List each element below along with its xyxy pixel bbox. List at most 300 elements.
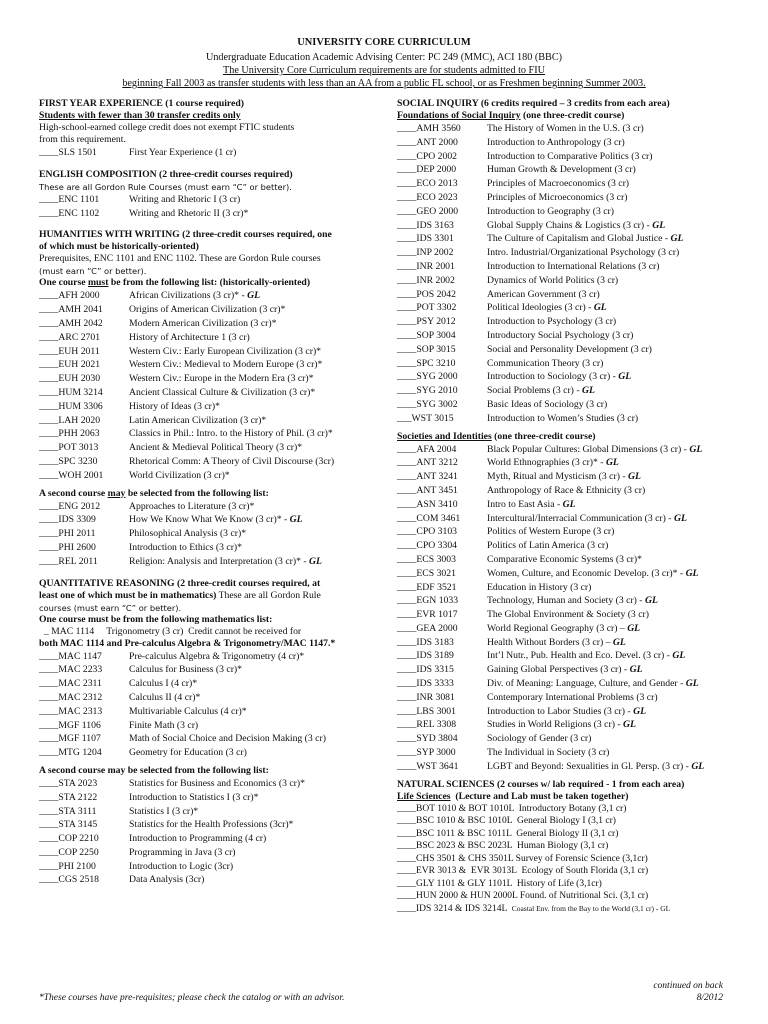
course-row bbox=[397, 177, 742, 191]
course-title: Introduction to Geography (3 cr) bbox=[487, 205, 614, 217]
course-title: Introduction to Labor Studies (3 cr) - GL bbox=[487, 705, 647, 717]
course-title: Anthropology of Race & Ethnicity (3 cr) bbox=[487, 484, 646, 496]
course-title: Introductory Social Psychology (3 cr) bbox=[487, 329, 634, 341]
course-title: Social Problems (3 cr) - GL bbox=[487, 385, 595, 397]
course-title: Religion: Analysis and Interpretation (3 cr)* - GL bbox=[129, 555, 322, 567]
foundations-course-list bbox=[397, 122, 742, 426]
course-row bbox=[397, 484, 742, 498]
first-year-note-2: from this requirement. bbox=[39, 134, 126, 145]
ids3214-title: Coastal Env. from the Bay to the World (3,1 cr) - GL bbox=[511, 903, 671, 913]
course-code: ____LBS 3001 bbox=[397, 705, 456, 717]
lab-course-item: ____BSC 1010 & BSC 1010L General Biology I (3,1 cr) bbox=[397, 816, 616, 827]
course-code: ____MAC 2311 bbox=[39, 678, 102, 690]
english-heading: ENGLISH COMPOSITION (2 three-credit courses required) bbox=[39, 168, 293, 180]
course-row bbox=[397, 122, 742, 136]
course-row bbox=[397, 329, 742, 343]
course-row bbox=[397, 608, 742, 622]
course-code: ____ENG 2012 bbox=[39, 500, 101, 512]
course-title: Principles of Microeconomics (3 cr) bbox=[487, 191, 628, 203]
course-row bbox=[39, 358, 384, 372]
course-code: ____INP 2002 bbox=[397, 247, 454, 259]
course-code: ____STA 3145 bbox=[39, 819, 98, 831]
course-row bbox=[39, 146, 384, 160]
course-row bbox=[397, 232, 742, 246]
humanities-course-list bbox=[39, 289, 384, 482]
course-title: Modern American Civilization (3 cr)* bbox=[129, 317, 277, 329]
course-title: Women, Culture, and Economic Develop. (3 cr)* - GL bbox=[487, 567, 699, 579]
course-row bbox=[39, 691, 384, 705]
course-title: Black Popular Cultures: Global Dimensions (3 cr) - GL bbox=[487, 443, 703, 455]
course-code: ____AFA 2004 bbox=[397, 443, 457, 455]
course-title: Social and Personality Development (3 cr) bbox=[487, 343, 652, 355]
course-title: Introduction to Ethics (3 cr)* bbox=[129, 541, 242, 553]
course-title: Programming in Java (3 cr) bbox=[129, 846, 236, 858]
course-title: Pre-calculus Algebra & Trigonometry (4 cr)* bbox=[129, 650, 305, 662]
course-row bbox=[397, 260, 742, 274]
humanities-prereq: Prerequisites, ENC 1101 and ENC 1102. These are Gordon Rule courses bbox=[39, 253, 321, 265]
course-row bbox=[397, 150, 742, 164]
page-title: UNIVERSITY CORE CURRICULUM bbox=[297, 37, 471, 48]
course-title: Ancient & Medieval Political Theory (3 cr)* bbox=[129, 442, 303, 454]
course-title: Global Supply Chains & Logistics (3 cr) - GL bbox=[487, 219, 666, 231]
hum-second-pre: A second course bbox=[39, 487, 108, 499]
lab-course-item: ____EVR 3013 & EVR 3013L Ecology of South Florida (3,1 cr) bbox=[397, 866, 649, 877]
course-title: Introduction to Anthropology (3 cr) bbox=[487, 136, 625, 148]
continued-on-back: continued on back bbox=[653, 981, 723, 991]
course-row bbox=[39, 677, 384, 691]
course-title: How We Know What We Know (3 cr)* - GL bbox=[129, 514, 303, 526]
course-row bbox=[397, 691, 742, 705]
foundations-heading: Foundations of Social Inquiry bbox=[397, 110, 521, 121]
course-title: Principles of Macroeconomics (3 cr) bbox=[487, 178, 630, 190]
course-row bbox=[39, 873, 384, 887]
course-row bbox=[39, 441, 384, 455]
ids3214-code: ____IDS 3214 & IDS 3214L bbox=[397, 903, 512, 914]
course-code: ____POS 2042 bbox=[397, 288, 456, 300]
lab-course-item bbox=[397, 903, 742, 916]
quant-second-course-list bbox=[39, 777, 384, 887]
course-row bbox=[397, 384, 742, 398]
course-code: ____STA 2122 bbox=[39, 791, 98, 803]
natural-sciences-section bbox=[397, 779, 742, 916]
advising-center-line: Undergraduate Education Academic Advising Center: PC 249 (MMC), ACI 180 (BBC) bbox=[205, 52, 563, 63]
course-code: ____SYG 2010 bbox=[397, 385, 458, 397]
continued-note bbox=[653, 980, 723, 1004]
course-title: Dynamics of World Politics (3 cr) bbox=[487, 274, 619, 286]
course-title: Sociology of Gender (3 cr) bbox=[487, 733, 592, 745]
course-title: Intercultural/Interracial Communication (3 cr) - GL bbox=[487, 512, 687, 524]
course-title: Introduction to Women’s Studies (3 cr) bbox=[487, 412, 639, 424]
course-code: ____IDS 3301 bbox=[397, 233, 454, 245]
course-row bbox=[39, 372, 384, 386]
course-code: ____ANT 3212 bbox=[397, 457, 458, 469]
course-row bbox=[39, 331, 384, 345]
course-code: ____DEP 2000 bbox=[397, 164, 457, 176]
first-year-heading: FIRST YEAR EXPERIENCE (1 course required) bbox=[39, 98, 244, 109]
course-title: Statistics for the Health Professions (3cr)* bbox=[129, 819, 294, 831]
course-row bbox=[397, 512, 742, 526]
english-section bbox=[39, 169, 384, 221]
course-title: Intro. Industrial/Organizational Psychology (3 cr) bbox=[487, 247, 680, 259]
course-title: History of Architecture 1 (3 cr) bbox=[129, 331, 250, 343]
course-code: ____MGF 1107 bbox=[39, 733, 101, 745]
course-code: ____POT 3302 bbox=[397, 302, 457, 314]
course-title: Ancient Classical Culture & Civilization (3 cr)* bbox=[129, 386, 316, 398]
course-code: ____IDS 3309 bbox=[39, 514, 96, 526]
course-code: ____COP 2250 bbox=[39, 846, 99, 858]
natural-heading: NATURAL SCIENCES (2 courses w/ lab required - 1 from each area) bbox=[397, 778, 685, 790]
course-row bbox=[39, 289, 384, 303]
course-row bbox=[397, 205, 742, 219]
social-inquiry-section bbox=[397, 98, 742, 774]
course-code: ____MTG 1204 bbox=[39, 747, 102, 759]
course-code: ____SYG 3002 bbox=[397, 398, 458, 410]
course-code: ____INR 2001 bbox=[397, 260, 455, 272]
course-title: Math of Social Choice and Decision Making (3 cr) bbox=[129, 733, 326, 745]
course-row bbox=[397, 760, 742, 774]
course-title: Introduction to Programming (4 cr) bbox=[129, 833, 267, 845]
course-title: Comparative Economic Systems (3 cr)* bbox=[487, 553, 642, 565]
course-code: ____WST 3641 bbox=[397, 760, 459, 772]
course-row bbox=[39, 860, 384, 874]
course-title: First Year Experience (1 cr) bbox=[129, 147, 237, 158]
course-row bbox=[39, 805, 384, 819]
course-title: Introduction to Psychology (3 cr) bbox=[487, 316, 617, 328]
course-title: Education in History (3 cr) bbox=[487, 581, 592, 593]
course-title: Calculus for Business (3 cr)* bbox=[129, 664, 243, 676]
course-code: ____ECS 3003 bbox=[397, 553, 456, 565]
course-code: ____STA 2023 bbox=[39, 777, 98, 789]
course-row bbox=[39, 513, 384, 527]
course-code: ____MAC 1147 bbox=[39, 650, 102, 662]
course-row bbox=[397, 732, 742, 746]
course-row bbox=[397, 594, 742, 608]
course-title: Human Growth & Development (3 cr) bbox=[487, 164, 636, 176]
course-code: ____SOP 3004 bbox=[397, 329, 456, 341]
course-title: Introduction to Comparative Politics (3 cr) bbox=[487, 150, 653, 162]
course-row bbox=[39, 777, 384, 791]
course-title: Statistics I (3 cr)* bbox=[129, 805, 199, 817]
course-title: Introduction to Logic (3cr) bbox=[129, 860, 234, 872]
quant-list-heading: One course must be from the following mathematics list: bbox=[39, 613, 273, 625]
course-code: ____CPO 2002 bbox=[397, 150, 458, 162]
course-row bbox=[397, 315, 742, 329]
course-row bbox=[397, 525, 742, 539]
course-code: ____CPO 3103 bbox=[397, 526, 458, 538]
revision-date: 8/2012 bbox=[696, 993, 723, 1003]
course-code: ____REL 2011 bbox=[39, 555, 98, 567]
hum-list-heading-post: be from the following list: (historically-oriented) bbox=[108, 277, 311, 289]
course-title: Multivariable Calculus (4 cr)* bbox=[129, 705, 247, 717]
course-row bbox=[397, 301, 742, 315]
quant-heading-2: least one of which must be in mathematics) bbox=[39, 589, 217, 601]
course-row bbox=[397, 663, 742, 677]
humanities-gordon-rule: (must earn “C” or better). bbox=[39, 266, 147, 277]
course-row bbox=[397, 567, 742, 581]
course-row bbox=[397, 539, 742, 553]
course-title: Philosophical Analysis (3 cr)* bbox=[129, 528, 247, 540]
course-code: ____EVR 1017 bbox=[397, 609, 458, 621]
course-row bbox=[39, 317, 384, 331]
course-code: ____MAC 2233 bbox=[39, 664, 103, 676]
course-title: Finite Math (3 cr) bbox=[129, 719, 199, 731]
course-row bbox=[39, 500, 384, 514]
course-title: Politics of Latin America (3 cr) bbox=[487, 540, 609, 552]
course-row bbox=[39, 193, 384, 207]
course-row bbox=[39, 386, 384, 400]
course-title: Introduction to International Relations (3 cr) bbox=[487, 260, 660, 272]
life-sciences-course-list bbox=[397, 803, 742, 903]
course-code: ____ANT 3241 bbox=[397, 471, 458, 483]
course-title: Studies in World Religions (3 cr) - GL bbox=[487, 719, 636, 731]
course-row bbox=[397, 470, 742, 484]
course-row bbox=[397, 246, 742, 260]
course-title: Myth, Ritual and Mysticism (3 cr) - GL bbox=[487, 471, 641, 483]
course-title: Western Civ.: Early European Civilization (3 cr)* bbox=[129, 345, 322, 357]
course-code: ____PHH 2063 bbox=[39, 428, 100, 440]
lab-course-item: ____GLY 1101 & GLY 1101L History of Life (3,1cr) bbox=[397, 878, 602, 889]
course-code: ____SOP 3015 bbox=[397, 343, 456, 355]
course-row bbox=[39, 345, 384, 359]
course-title: Intro to East Asia - GL bbox=[487, 498, 576, 510]
course-code: ____IDS 3183 bbox=[397, 636, 454, 648]
course-title: The Global Environment & Society (3 cr) bbox=[487, 609, 649, 621]
course-row bbox=[397, 649, 742, 663]
course-row bbox=[397, 581, 742, 595]
course-code: ____ARC 2701 bbox=[39, 331, 101, 343]
course-title: Div. of Meaning: Language, Culture, and Gender - GL bbox=[487, 678, 699, 690]
social-heading: SOCIAL INQUIRY (6 credits required – 3 credits from each area) bbox=[397, 98, 670, 109]
course-code: ____PHI 2011 bbox=[39, 528, 96, 540]
course-code: ____SYD 3804 bbox=[397, 733, 458, 745]
course-code: ____ASN 3410 bbox=[397, 498, 458, 510]
course-code: ____HUM 3306 bbox=[39, 400, 103, 412]
course-code: ____IDS 3333 bbox=[397, 678, 454, 690]
english-course-list bbox=[39, 193, 384, 221]
course-row bbox=[397, 677, 742, 691]
hum-second-post: be selected from the following list: bbox=[125, 487, 269, 499]
first-year-note-1: High-school-earned college credit does not exempt FTIC students bbox=[39, 122, 295, 133]
quant-second-heading: A second course may be selected from the following list: bbox=[39, 764, 269, 776]
course-title: Politics of Western Europe (3 cr) bbox=[487, 526, 615, 538]
course-title: Calculus II (4 cr)* bbox=[129, 691, 201, 703]
course-row bbox=[39, 719, 384, 733]
course-row bbox=[39, 414, 384, 428]
course-code: ___WST 3015 bbox=[397, 412, 454, 424]
lab-course-item: ____CHS 3501 & CHS 3501L Survey of Forensic Science (3,1cr) bbox=[397, 853, 648, 864]
course-row bbox=[397, 288, 742, 302]
course-code: ____EDF 3521 bbox=[397, 581, 457, 593]
foundations-heading-rest: (one three-credit course) bbox=[520, 110, 625, 121]
humanities-heading-1: HUMANITIES WITH WRITING (2 three-credit courses required, one bbox=[39, 229, 332, 241]
course-title: The Culture of Capitalism and Global Justice - GL bbox=[487, 233, 684, 245]
course-code: ____EUH 2011 bbox=[39, 345, 100, 357]
course-row bbox=[39, 818, 384, 832]
hum-list-heading-must: must bbox=[87, 277, 109, 289]
course-title: The Individual in Society (3 cr) bbox=[487, 747, 610, 759]
course-code: ____POT 3013 bbox=[39, 442, 99, 454]
course-row bbox=[397, 219, 742, 233]
course-row bbox=[39, 207, 384, 221]
course-title: Int’l Nutr., Pub. Health and Eco. Devel. (3 cr) - GL bbox=[487, 650, 686, 662]
societies-heading-rest: (one three-credit course) bbox=[491, 430, 596, 442]
lab-course-item: ____BSC 2023 & BSC 2023L Human Biology (3,1 cr) bbox=[397, 841, 609, 852]
course-title: Approaches to Literature (3 cr)* bbox=[129, 500, 255, 512]
course-code: ____ANT 3451 bbox=[397, 484, 458, 496]
course-code: ____LAH 2020 bbox=[39, 414, 101, 426]
first-year-course-list bbox=[39, 146, 384, 160]
lab-course-item: ____BSC 1011 & BSC 1011L General Biology II (3,1 cr) bbox=[397, 828, 619, 839]
course-title: World Regional Geography (3 cr) – GL bbox=[487, 622, 641, 634]
course-title: American Government (3 cr) bbox=[487, 288, 600, 300]
course-code: ____MAC 2313 bbox=[39, 705, 103, 717]
course-row bbox=[39, 555, 384, 569]
course-code: ____CPO 3304 bbox=[397, 540, 458, 552]
course-title: World Civilization (3 cr)* bbox=[129, 469, 230, 481]
course-row bbox=[397, 191, 742, 205]
course-row bbox=[397, 705, 742, 719]
course-title: Western Civ.: Europe in the Modern Era (3 cr)* bbox=[129, 373, 314, 385]
course-code: ____IDS 3189 bbox=[397, 650, 454, 662]
course-row bbox=[39, 303, 384, 317]
course-code: ____AMH 2041 bbox=[39, 304, 103, 316]
course-code: ____REL 3308 bbox=[397, 719, 457, 731]
course-title: Western Civ.: Medieval to Modern Europe (3 cr)* bbox=[129, 359, 323, 371]
course-row bbox=[39, 746, 384, 760]
course-code: ____EUH 2021 bbox=[39, 359, 101, 371]
course-row bbox=[397, 443, 742, 457]
left-column bbox=[39, 98, 384, 887]
course-code: ____STA 3111 bbox=[39, 805, 97, 817]
life-sciences-heading: Life Sciences bbox=[397, 790, 451, 802]
course-row bbox=[39, 427, 384, 441]
course-code: ____HUM 3214 bbox=[39, 386, 103, 398]
course-row bbox=[397, 498, 742, 512]
course-row bbox=[39, 527, 384, 541]
course-title: Introduction to Sociology (3 cr) - GL bbox=[487, 371, 632, 383]
course-row bbox=[39, 732, 384, 746]
course-title: Communication Theory (3 cr) bbox=[487, 357, 604, 369]
course-code: ____GEO 2000 bbox=[397, 205, 459, 217]
course-title: Geometry for Education (3 cr) bbox=[129, 747, 247, 759]
course-row bbox=[397, 746, 742, 760]
course-code: ____INR 3081 bbox=[397, 691, 455, 703]
course-code: ____AFH 2000 bbox=[39, 290, 100, 302]
course-title: The History of Women in the U.S. (3 cr) bbox=[487, 123, 644, 134]
course-code: ____GEA 2000 bbox=[397, 622, 458, 634]
course-row bbox=[39, 705, 384, 719]
requirements-note-line: The University Core Curriculum requirements are for students admitted to FIU bbox=[223, 65, 545, 76]
course-code: ____WOH 2001 bbox=[39, 469, 104, 481]
course-row bbox=[39, 650, 384, 664]
course-row bbox=[397, 398, 742, 412]
course-code: ____INR 2002 bbox=[397, 274, 455, 286]
course-title: LGBT and Beyond: Sexualities in Gl. Persp. (3 cr) - GL bbox=[487, 760, 705, 772]
quantitative-section bbox=[39, 578, 384, 888]
mac1114-line-1: _ MAC 1114 Trigonometry (3 cr) Credit cannot be received for bbox=[39, 625, 302, 637]
course-title: Origins of American Civilization (3 cr)* bbox=[129, 304, 286, 316]
quant-heading-1: QUANTITATIVE REASONING (2 three-credit courses required, at bbox=[39, 577, 321, 589]
course-code: ____IDS 3163 bbox=[397, 219, 454, 231]
course-title: Basic Ideas of Sociology (3 cr) bbox=[487, 398, 608, 410]
societies-course-list bbox=[397, 443, 742, 774]
course-code: ____MAC 2312 bbox=[39, 691, 103, 703]
mac1114-line-2: both MAC 1114 and Pre-calculus Algebra & Trigonometry/MAC 1147.* bbox=[39, 637, 336, 649]
course-title: Political Ideologies (3 cr) - GL bbox=[487, 302, 607, 314]
course-row bbox=[397, 718, 742, 732]
humanities-second-course-list bbox=[39, 500, 384, 569]
course-code: ____SPC 3230 bbox=[39, 455, 98, 467]
eligibility-line: beginning Fall 2003 as transfer students with less than an AA from a public FL school, or as Freshmen beginning Summer 2003. bbox=[122, 78, 646, 89]
course-row bbox=[397, 412, 742, 426]
lab-course-item: ____HUN 2000 & HUN 2000L Found. of Nutritional Sci. (3,1 cr) bbox=[397, 891, 649, 902]
humanities-heading-2: of which must be historically-oriented) bbox=[39, 241, 199, 253]
humanities-section bbox=[39, 229, 384, 568]
prerequisite-footnote: *These courses have pre-requisites; please check the catalog or with an advisor. bbox=[39, 993, 345, 1003]
course-code: ____SYG 2000 bbox=[397, 371, 458, 383]
course-title: Data Analysis (3cr) bbox=[129, 874, 205, 886]
course-title: Technology, Human and Society (3 cr) - GL bbox=[487, 595, 658, 607]
quant-heading-2-rest: These are all Gordon Rule bbox=[216, 589, 321, 601]
course-title: African Civilizations (3 cr)* - GL bbox=[129, 290, 261, 302]
course-title: World Ethnographies (3 cr)* - GL bbox=[487, 457, 619, 469]
course-title: Contemporary International Problems (3 cr) bbox=[487, 691, 658, 703]
course-code: ____SLS 1501 bbox=[39, 147, 97, 158]
course-row bbox=[397, 357, 742, 371]
course-code: ____EGN 1033 bbox=[397, 595, 459, 607]
quant-gordon-rule: courses (must earn “C” or better). bbox=[39, 602, 182, 613]
course-code: ____AMH 2042 bbox=[39, 317, 103, 329]
course-code: ____PHI 2600 bbox=[39, 541, 96, 553]
course-title: Statistics for Business and Economics (3 cr)* bbox=[129, 777, 305, 789]
course-row bbox=[39, 663, 384, 677]
course-code: ____ENC 1102 bbox=[39, 207, 100, 219]
course-code: ____PSY 2012 bbox=[397, 316, 456, 328]
course-title: Gaining Global Perspectives (3 cr) - GL bbox=[487, 664, 643, 676]
course-title: Rhetorical Comm: A Theory of Civil Discourse (3cr) bbox=[129, 455, 335, 467]
course-row bbox=[397, 370, 742, 384]
first-year-subheading: Students with fewer than 30 transfer credits only bbox=[39, 110, 241, 121]
first-year-section bbox=[39, 98, 384, 160]
course-title: Calculus I (4 cr)* bbox=[129, 678, 198, 690]
course-row bbox=[39, 832, 384, 846]
course-row bbox=[397, 163, 742, 177]
course-row bbox=[39, 541, 384, 555]
course-row bbox=[397, 553, 742, 567]
course-row bbox=[397, 343, 742, 357]
english-gordon-rule: These are all Gordon Rule Courses (must earn “C” or better). bbox=[39, 181, 292, 192]
course-row bbox=[397, 636, 742, 650]
course-row bbox=[397, 274, 742, 288]
course-row bbox=[39, 469, 384, 483]
course-row bbox=[39, 791, 384, 805]
life-sciences-heading-rest: (Lecture and Lab must be taken together) bbox=[450, 790, 629, 802]
course-title: Latin American Civilization (3 cr)* bbox=[129, 414, 267, 426]
course-title: Writing and Rhetoric I (3 cr) bbox=[129, 193, 241, 205]
course-row bbox=[397, 456, 742, 470]
course-code: ____PHI 2100 bbox=[39, 860, 96, 872]
course-title: Writing and Rhetoric II (3 cr)* bbox=[129, 207, 249, 219]
course-row bbox=[397, 622, 742, 636]
lab-course-item: ____BOT 1010 & BOT 1010L Introductory Botany (3,1 cr) bbox=[397, 803, 627, 814]
right-column bbox=[397, 98, 742, 915]
course-row bbox=[397, 136, 742, 150]
course-code: ____ECS 3021 bbox=[397, 567, 456, 579]
course-title: Classics in Phil.: Intro. to the History of Phil. (3 cr)* bbox=[129, 428, 333, 440]
quant-course-list bbox=[39, 650, 384, 760]
course-code: ____AMH 3560 bbox=[397, 123, 461, 134]
societies-heading: Societies and Identities bbox=[397, 430, 492, 442]
